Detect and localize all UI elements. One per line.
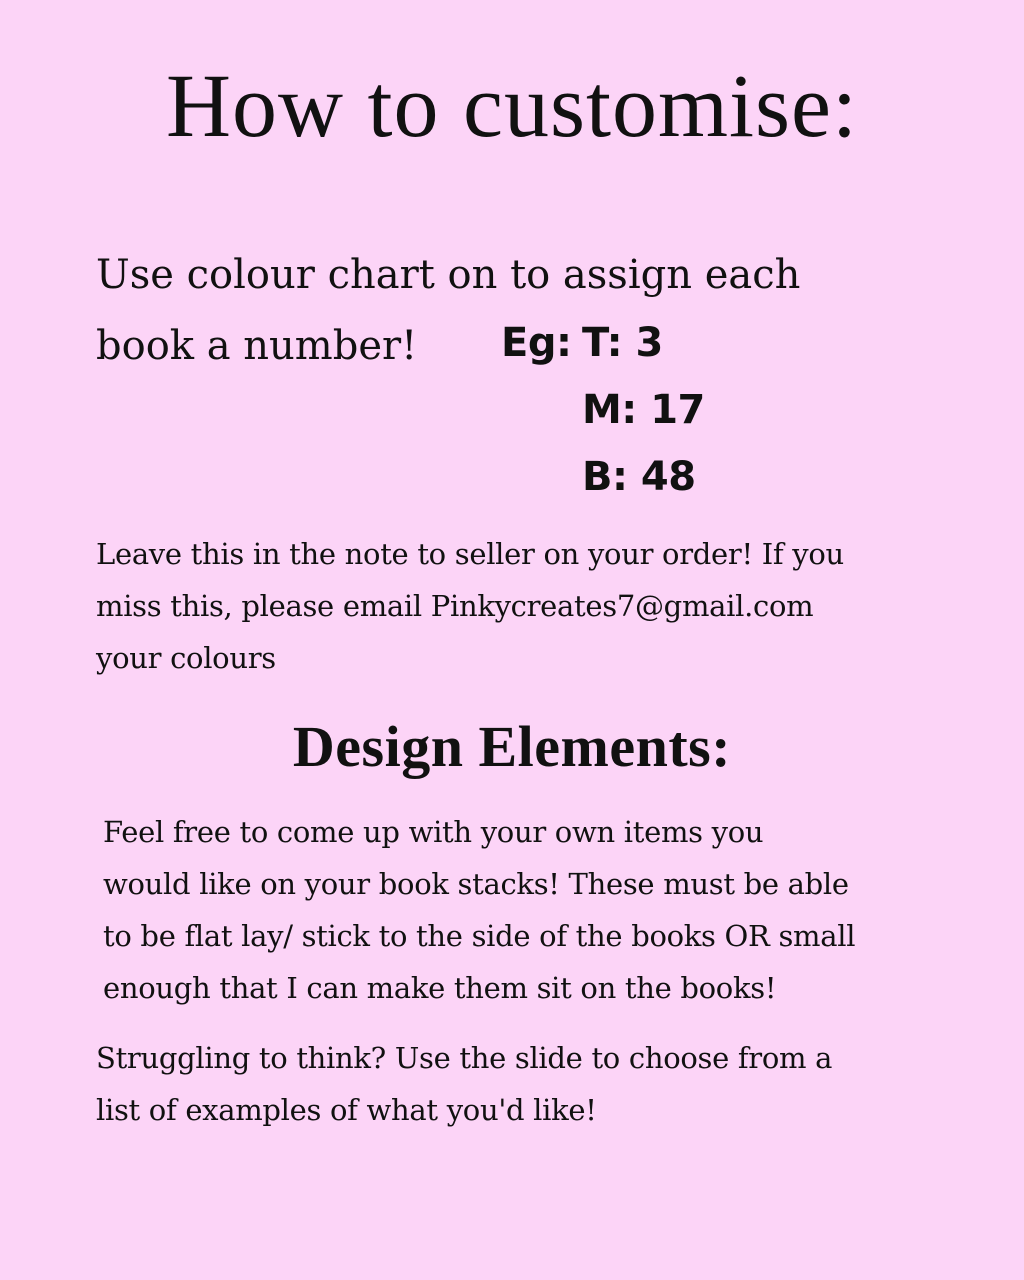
struggle-line-1: Struggling to think? Use the slide to choose from a [96,1041,833,1075]
design-line-2: would like on your book stacks! These must be able [103,867,849,901]
page-title: How to customise: [166,57,858,156]
example-middle-book: M: 17 [582,387,705,433]
design-line-3: to be flat lay/ stick to the side of the books OR small [103,919,856,953]
intro-line-1: Use colour chart on to assign each [96,252,801,298]
seller-note-line-2: miss this, please email Pinkycreates7@gmail.com [96,589,814,623]
design-elements-heading: Design Elements: [292,714,732,779]
example-bottom-book: B: 48 [582,454,696,500]
example-label: Eg: [501,320,572,366]
struggle-line-2: list of examples of what you'd like! [96,1093,597,1127]
seller-note-line-3: your colours [96,641,276,675]
intro-line-2: book a number! [96,323,418,369]
struggle-tip [96,1032,976,1136]
design-line-1: Feel free to come up with your own items you [103,815,764,849]
example-top-book: T: 3 [582,320,663,366]
seller-note-line-1: Leave this in the note to seller on your order! If you [96,537,844,571]
seller-note-instructions [96,528,976,684]
design-line-4: enough that I can make them sit on the books! [103,971,777,1005]
design-elements-description [103,806,983,1014]
